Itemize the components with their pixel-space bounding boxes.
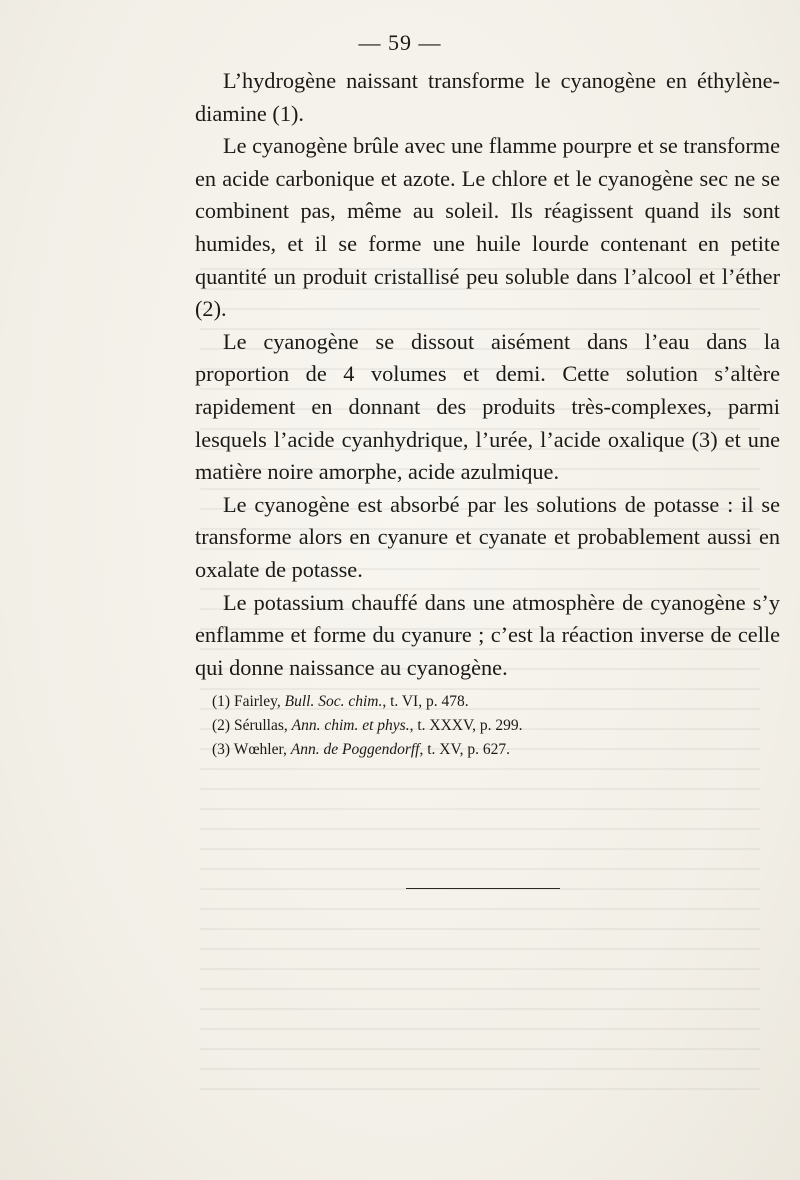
footnote-source: Ann. de Poggendorff	[290, 741, 420, 758]
footnote-author: Wœhler,	[233, 741, 287, 758]
page-number: — 59 —	[358, 30, 442, 55]
footnotes	[212, 690, 772, 762]
footnote	[212, 738, 772, 762]
footnote	[212, 714, 772, 738]
paragraph: L’hydrogène naissant transforme le cyanogène en éthylène-diamine (1).	[195, 68, 780, 126]
paragraph: Le cyanogène se dissout aisément dans l’eau dans la proportion de 4 volumes et demi. Cette solution s’altère rapidement en donnant des produits très-complexes, parmi lesquels l’acide cyanhydrique, l’urée, l’acide oxalique (3) et une matière noire amorphe, acide azulmique.	[195, 328, 780, 485]
section-divider	[406, 888, 560, 889]
footnote-number: (3)	[212, 741, 231, 758]
footnote-reference: , t. XXXV, p. 299.	[409, 717, 523, 734]
footnote-source: Ann. chim. et phys.	[291, 717, 410, 734]
footnote	[212, 690, 772, 714]
paragraph: Le cyanogène brûle avec une flamme pourpre et se transforme en acide carbonique et azote. Le chlore et le cyanogène sec ne se combinent pas, même au soleil. Ils réagissent quand ils sont humides, et il se forme une huile lourde contenant en petite quantité un produit cristallisé peu soluble dans l’alcool et l’éther (2).	[195, 133, 780, 322]
footnote-number: (2)	[212, 717, 231, 734]
footnote-source: Bull. Soc. chim.	[284, 693, 383, 710]
footnote-author: Sérullas,	[233, 717, 288, 734]
paragraph: Le potassium chauffé dans une atmosphère de cyanogène s’y enflamme et forme du cyanure ; c’est la réaction inverse de celle qui donne naissance au cyanogène.	[195, 589, 780, 680]
footnote-author: Fairley,	[233, 693, 281, 710]
body-text	[195, 65, 780, 684]
footnote-reference: , t. VI, p. 478.	[382, 693, 469, 710]
footnote-number: (1)	[212, 693, 231, 710]
paragraph: Le cyanogène est absorbé par les solutions de potasse : il se transforme alors en cyanure et cyanate et probablement aussi en oxalate de potasse.	[195, 491, 780, 582]
footnote-reference: , t. XV, p. 627.	[419, 741, 511, 758]
